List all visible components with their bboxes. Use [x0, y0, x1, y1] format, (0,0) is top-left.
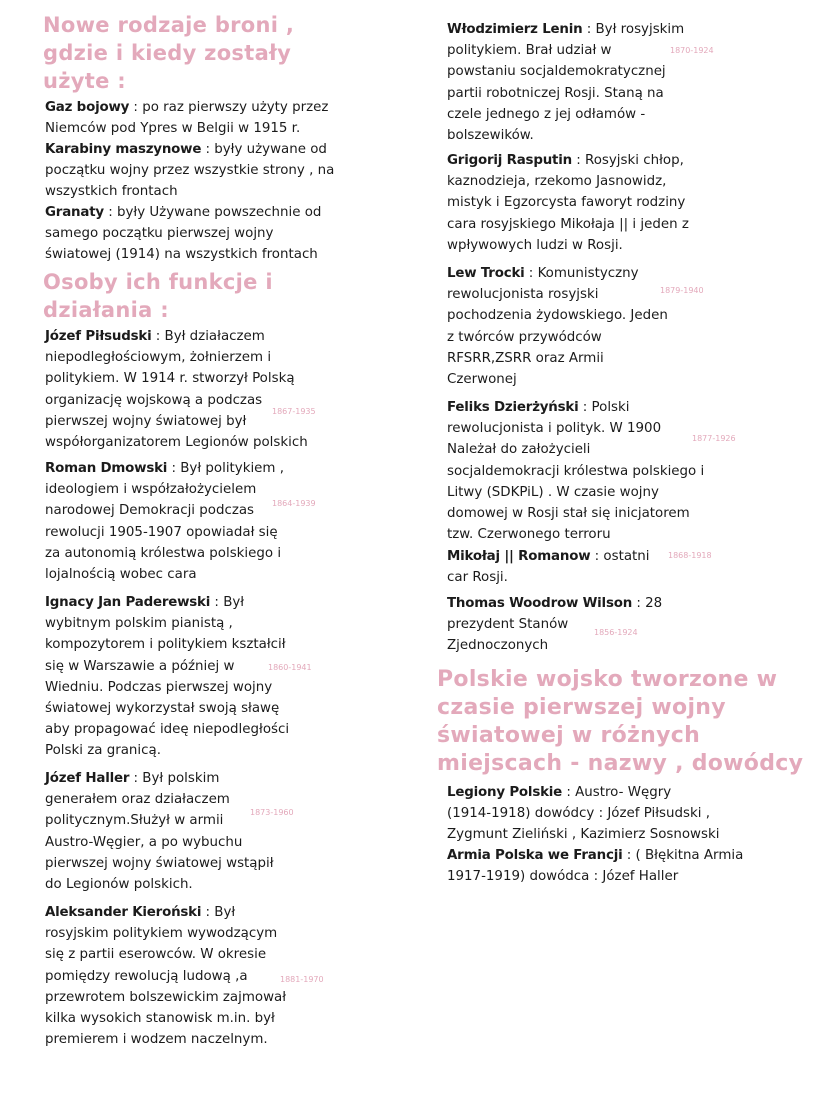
- entry-haller: [45, 768, 274, 895]
- text-line: : ostatni: [590, 549, 650, 564]
- text-line: Należał do założycieli: [447, 442, 591, 458]
- text-line: partii robotniczej Rosji. Staną na: [447, 85, 664, 101]
- text-line: : Był: [210, 595, 245, 610]
- text-line: pomiędzy rewolucją ludową ,a: [45, 968, 248, 984]
- entry-term: Grigorij Rasputin: [447, 153, 572, 168]
- heading-polish-army: [437, 666, 803, 778]
- text-line: bolszewików.: [447, 128, 534, 144]
- text-line: Polski za granicą.: [45, 743, 161, 759]
- text-line: cara rosyjskiego Mikołaja || i jeden z: [447, 216, 689, 232]
- text-line: światowej (1914) na wszystkich frontach: [45, 247, 318, 263]
- text-line: domowej w Rosji stał się inicjatorem: [447, 506, 690, 522]
- text-line: przewrotem bolszewickim zajmował: [45, 989, 287, 1005]
- text-line: car Rosji.: [447, 570, 508, 586]
- text-line: Zygmunt Zieliński , Kazimierz Sosnowski: [447, 827, 720, 843]
- text-line: światowej w różnych: [437, 723, 701, 748]
- dates-trocki: 1879-1940: [660, 286, 704, 295]
- text-line: się z partii eserowców. W okresie: [45, 947, 267, 963]
- text-line: kilka wysokich stanowisk m.in. był: [45, 1011, 275, 1027]
- text-line: Osoby ich funkcje i: [43, 270, 273, 294]
- text-line: kompozytorem i politykiem kształcił: [45, 637, 286, 653]
- entry-term: Roman Dmowski: [45, 461, 168, 476]
- entry-term: Thomas Woodrow Wilson: [447, 596, 633, 611]
- text-line: do Legionów polskich.: [45, 877, 193, 893]
- text-line: : Był polskim: [129, 771, 220, 786]
- entry-term: Mikołaj || Romanow: [447, 549, 591, 564]
- text-line: 1917-1919) dowódca : Józef Haller: [447, 869, 679, 885]
- text-line: (1914-1918) dowódcy : Józef Piłsudski ,: [447, 806, 710, 822]
- text-line: pierwszej wojny światowej był: [45, 413, 247, 429]
- text-line: ideologiem i współzałożycielem: [45, 482, 257, 498]
- entry-dmowski: [45, 458, 284, 585]
- text-line: prezydent Stanów: [447, 617, 569, 633]
- text-line: premierem i wodzem naczelnym.: [45, 1032, 268, 1048]
- entry-paderewski: [45, 592, 289, 762]
- entry-term: Feliks Dzierżyński: [447, 400, 579, 415]
- text-line: : były Używane powszechnie od: [103, 205, 322, 220]
- entry-dzierzynski: [447, 397, 704, 545]
- text-line: organizację wojskową a podczas: [45, 392, 263, 408]
- text-line: politycznym.Służył w armii: [45, 813, 224, 829]
- dates-dmowski: 1864-1939: [272, 499, 316, 508]
- text-line: czele jednego z jej odłamów -: [447, 106, 646, 122]
- text-line: Austro-Węgier, a po wybuchu: [45, 834, 243, 850]
- text-line: czasie pierwszej wojny: [437, 695, 726, 720]
- entry-pilsudski: [45, 326, 308, 453]
- text-line: kaznodzieja, rzekomo Jasnowidz,: [447, 174, 667, 190]
- entry-term: Gaz bojowy: [45, 100, 130, 115]
- entry-term: Karabiny maszynowe: [45, 142, 202, 157]
- text-line: działania :: [43, 298, 169, 322]
- entry-term: Józef Haller: [45, 771, 130, 786]
- text-line: tzw. Czerwonego terroru: [447, 527, 611, 543]
- entry-trocki: [447, 263, 668, 390]
- text-line: światowej wykorzystał swoją sławę: [45, 701, 280, 717]
- dates-pilsudski: 1867-1935: [272, 407, 316, 416]
- text-line: RFSRR,ZSRR oraz Armii: [447, 350, 604, 366]
- text-line: Czerwonej: [447, 372, 517, 388]
- text-line: : ( Błękitna Armia: [622, 848, 744, 863]
- text-line: samego początku pierwszej wojny: [45, 226, 274, 242]
- text-line: rosyjskim politykiem wywodzącym: [45, 926, 278, 942]
- entry-grenades: [45, 202, 321, 266]
- text-line: : 28: [632, 596, 663, 611]
- entry-gas: [45, 97, 328, 139]
- dates-lenin: 1870-1924: [670, 46, 714, 55]
- entry-term: Legiony Polskie: [447, 785, 563, 800]
- dates-wilson: 1856-1924: [594, 628, 638, 637]
- text-line: rewolucji 1905-1907 opowiadał się: [45, 524, 278, 540]
- entry-term: Włodzimierz Lenin: [447, 22, 583, 37]
- text-line: miejscach - nazwy , dowódcy: [437, 751, 804, 776]
- text-line: się w Warszawie a później w: [45, 658, 235, 674]
- entry-wilson: [447, 593, 662, 657]
- text-line: użyte :: [43, 69, 126, 93]
- text-line: Wiedniu. Podczas pierwszej wojny: [45, 679, 273, 695]
- text-line: Polskie wojsko tworzone w: [437, 667, 778, 692]
- text-line: : Austro- Węgry: [562, 785, 672, 800]
- text-line: powstaniu socjaldemokratycznej: [447, 64, 666, 80]
- text-line: pierwszej wojny światowej wstąpił: [45, 855, 274, 871]
- text-line: mistyk i Egzorcysta faworyt rodziny: [447, 195, 686, 211]
- entry-lenin: [447, 19, 684, 146]
- dates-paderewski: 1860-1941: [268, 663, 312, 672]
- text-line: wpływowych ludzi w Rosji.: [447, 237, 623, 253]
- dates-romanow: 1868-1918: [668, 551, 712, 560]
- text-line: : Rosyjski chłop,: [571, 153, 684, 168]
- entry-blue-army: [447, 845, 743, 887]
- text-line: : Był politykiem ,: [167, 461, 284, 476]
- text-line: początku wojny przez wszystkie strony , na: [45, 163, 335, 179]
- text-line: pochodzenia żydowskiego. Jeden: [447, 308, 668, 324]
- text-line: politykiem. Brał udział w: [447, 43, 612, 59]
- text-line: socjaldemokracji królestwa polskiego i: [447, 463, 705, 479]
- text-line: Zjednoczonych: [447, 638, 549, 654]
- entry-term: Aleksander Kieroński: [45, 905, 202, 920]
- text-line: rewolucjonista i polityk. W 1900: [447, 421, 662, 437]
- entry-machine-guns: [45, 139, 334, 203]
- text-line: : Był działaczem: [151, 329, 265, 344]
- entry-rasputin: [447, 150, 689, 256]
- text-line: wszystkich frontach: [45, 184, 178, 200]
- entry-term: Granaty: [45, 205, 104, 220]
- text-line: Niemców pod Ypres w Belgii w 1915 r.: [45, 121, 301, 137]
- text-line: lojalnością wobec cara: [45, 567, 197, 583]
- dates-kieronski: 1881-1970: [280, 975, 324, 984]
- dates-dzierzynski: 1877-1926: [692, 434, 736, 443]
- entry-term: Lew Trocki: [447, 266, 525, 281]
- text-line: : Był: [201, 905, 236, 920]
- text-line: współorganizatorem Legionów polskich: [45, 435, 308, 451]
- text-line: : po raz pierwszy użyty przez: [129, 100, 329, 115]
- text-line: : Polski: [578, 400, 630, 415]
- text-line: z twórców przywódców: [447, 329, 602, 345]
- text-line: za autonomią królestwa polskiego i: [45, 545, 282, 561]
- text-line: : Był rosyjskim: [582, 22, 685, 37]
- text-line: Nowe rodzaje broni ,: [43, 13, 295, 37]
- text-line: : Komunistyczny: [524, 266, 639, 281]
- heading-people: [43, 268, 273, 324]
- text-line: aby propagować ideę niepodległości: [45, 722, 290, 738]
- text-line: politykiem. W 1914 r. stworzył Polską: [45, 371, 295, 387]
- entry-term: Armia Polska we Francji: [447, 848, 623, 863]
- entry-term: Ignacy Jan Paderewski: [45, 595, 211, 610]
- text-line: : były używane od: [201, 142, 327, 157]
- text-line: wybitnym polskim pianistą ,: [45, 616, 233, 632]
- entry-term: Józef Piłsudski: [45, 329, 152, 344]
- dates-haller: 1873-1960: [250, 808, 294, 817]
- text-line: rewolucjonista rosyjski: [447, 287, 599, 303]
- text-line: gdzie i kiedy zostały: [43, 41, 292, 65]
- text-line: niepodległościowym, żołnierzem i: [45, 350, 272, 366]
- text-line: generałem oraz działaczem: [45, 792, 230, 808]
- text-line: narodowej Demokracji podczas: [45, 503, 255, 519]
- heading-weapons: [43, 11, 294, 95]
- text-line: Litwy (SDKPiL) . W czasie wojny: [447, 484, 659, 500]
- entry-kieronski: [45, 902, 286, 1050]
- entry-legiony: [447, 782, 719, 846]
- entry-romanow: [447, 546, 649, 588]
